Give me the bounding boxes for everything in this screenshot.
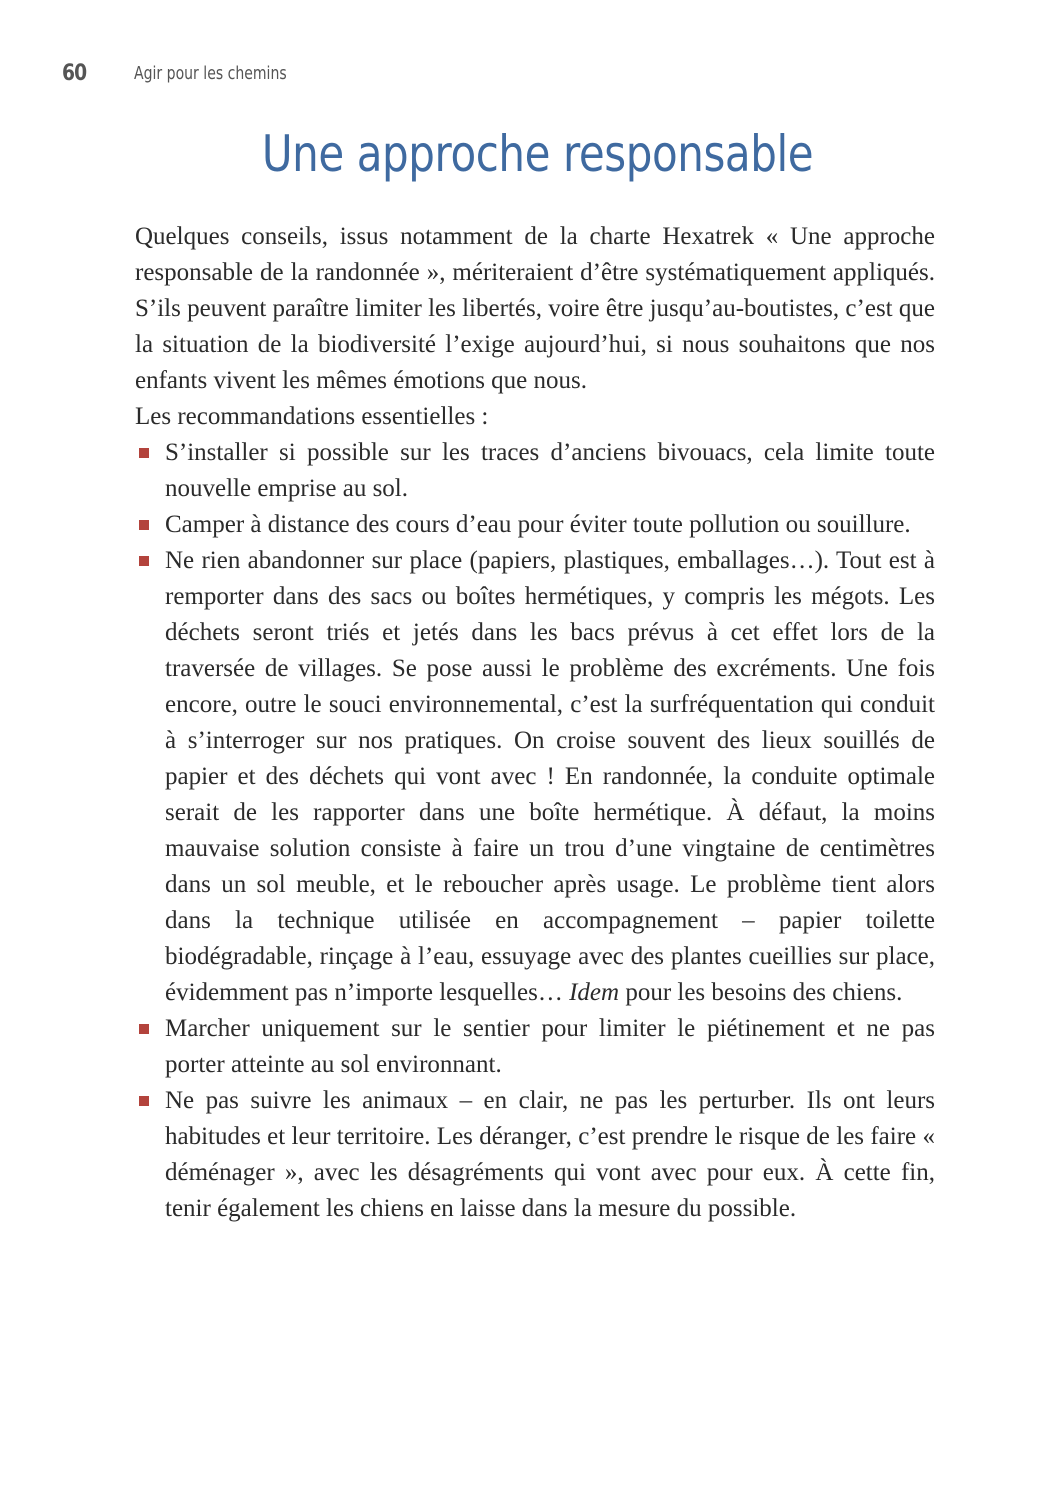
square-bullet-icon — [139, 1024, 149, 1034]
square-bullet-icon — [139, 448, 149, 458]
intro-paragraph: Quelques conseils, issus notamment de la charte Hexatrek « Une approche responsable de la randonnée », mériteraient d’être systématiquement appliqués. S’ils peuvent paraître limiter les libertés, voire être jusqu’au-boutistes, c’est que la situation de la biodiversité l’exige aujourd’hui, si nous souhaitons que nos enfants vivent les mêmes émotions que nous. — [135, 223, 935, 394]
list-item-text: Ne rien abandonner sur place (papiers, plastiques, emballages…). Tout est à remporter dans des sacs ou boîtes hermétiques, y compris les mégots. Les déchets seront triés et jetés dans les bacs prévus à cet effet lors de la traversée de villages. Se pose aussi le problème des excréments. Une fois encore, outre le souci environnemental, c’est la surfréquentation qui conduit à s’interroger sur nos pratiques. On croise souvent des lieux souillés de papier et des déchets qui vont avec ! En randonnée, la conduite optimale serait de les rapporter dans une boîte hermétique. À défaut, la moins mauvaise solution consiste à faire un trou d’une vingtaine de centimètres dans un sol meuble, et le reboucher après usage. Le problème tient alors dans la technique utilisée en accompagnement – papier toilette biodégradable, rinçage à l’eau, essuyage avec des plantes cueillies sur place, évidemment pas n’importe lesquelles… — [165, 547, 935, 1006]
list-item-text: S’installer si possible sur les traces d’anciens bivouacs, cela limite toute nouvelle emprise au sol. — [165, 439, 935, 502]
list-item-text: Ne pas suivre les animaux – en clair, ne pas les perturber. Ils ont leurs habitudes et leur territoire. Les déranger, c’est prendre le risque de les faire « déménager », avec les désagréments qui vont avec pour eux. À cette fin, tenir également les chiens en laisse dans la mesure du possible. — [165, 1087, 935, 1222]
list-item — [135, 1011, 935, 1083]
list-item-text: Marcher uniquement sur le sentier pour limiter le piétinement et ne pas porter atteinte au sol environnant. — [165, 1015, 935, 1078]
recommendations-list — [135, 435, 935, 1227]
list-item — [135, 435, 935, 507]
page-number: 60 — [62, 60, 87, 86]
list-item — [135, 1083, 935, 1227]
square-bullet-icon — [139, 556, 149, 566]
square-bullet-icon — [139, 520, 149, 530]
section-title: Une approche responsable — [261, 125, 814, 183]
list-item — [135, 507, 935, 543]
list-intro: Les recommandations essentielles : — [135, 403, 489, 430]
running-title: Agir pour les chemins — [134, 62, 287, 84]
list-item-text: Camper à distance des cours d’eau pour éviter toute pollution ou souillure. — [165, 511, 911, 538]
list-item — [135, 543, 935, 1011]
running-head — [62, 56, 330, 90]
body-text — [135, 219, 935, 1227]
square-bullet-icon — [139, 1096, 149, 1106]
italic-term: Idem — [569, 979, 620, 1006]
list-item-text-end: pour les besoins des chiens. — [619, 979, 903, 1006]
